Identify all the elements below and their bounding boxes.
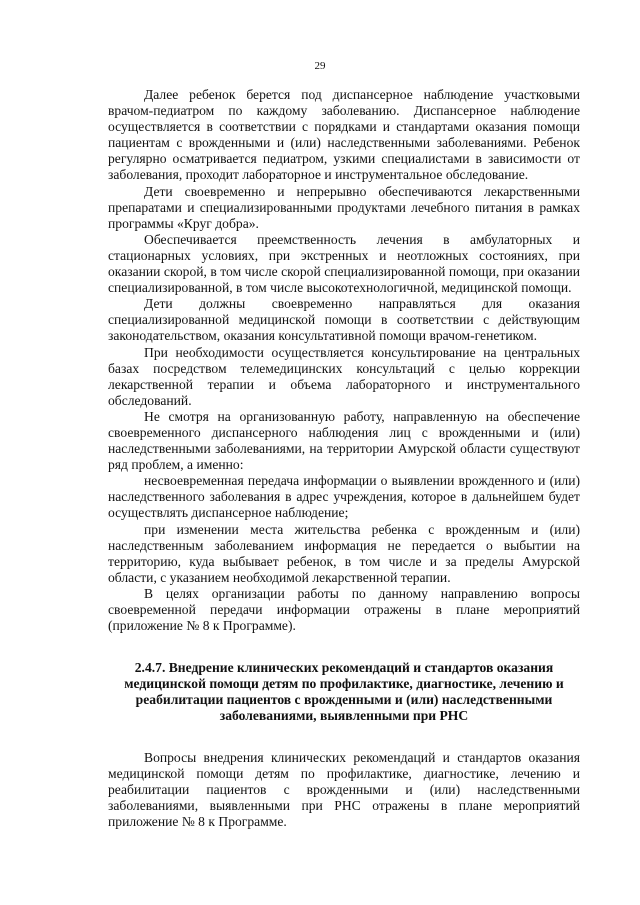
paragraph-telemedicine: При необходимости осуществляется консультирование на центральных базах посредством телемедицинских консультаций с целью коррекции лекарственной терапии и объема лабораторного и инструментального обследований. (108, 344, 580, 408)
paragraph-problem-2: при изменении места жительства ребенка с врожденным и (или) наследственным заболеванием информация не передается о выбытии на территорию, куда выбывает ребенок, в том числе и за пределы Амурской области, с указанием необходимой лекарственной терапии. (108, 521, 580, 585)
paragraph-medication: Дети своевременно и непрерывно обеспечиваются лекарственными препаратами и специализированными продуктами лечебного питания в рамках программы «Круг добра». (108, 183, 580, 231)
document-body (108, 87, 580, 830)
section-heading: 2.4.7. Внедрение клинических рекомендаций и стандартов оказания медицинской помощи детям по профилактике, диагностике, лечению и реабилитации пациентов с врожденными и (или) наследственными заболеваниями, выявленными при РНС (124, 660, 564, 724)
page-number: 29 (314, 60, 326, 72)
paragraph-plan: В целях организации работы по данному направлению вопросы своевременной передачи информации отражены в плане мероприятий (приложение № 8 к Программе). (108, 585, 580, 634)
paragraph-problem-1: несвоевременная передача информации о выявлении врожденного и (или) наследственного заболевания в адрес учреждения, которое в дальнейшем будет осуществлять диспансерное наблюдение; (108, 473, 580, 521)
paragraph-implementation: Вопросы внедрения клинических рекомендаций и стандартов оказания медицинской помощи детям по профилактике, диагностике, лечению и реабилитации пациентов с врожденными и (или) наследственными заболеваниями, выявленными при РНС отражены в плане мероприятий приложение № 8 к Программе. (108, 749, 580, 829)
paragraph-followup: Далее ребенок берется под диспансерное наблюдение участковыми врачом-педиатром по каждому заболеванию. Диспансерное наблюдение осуществляется в соответствии с порядками и стандартами оказания помощи пациентам с врожденными и (или) наследственными заболеваниями. Ребенок регулярно осматривается педиатром, узкими специалистами в зависимости от заболевания, проходит лабораторное и инструментальное обследование. (108, 87, 580, 183)
paragraph-continuity: Обеспечивается преемственность лечения в амбулаторных и стационарных условиях, при экстренных и неотложных состояниях, при оказании скорой, в том числе скорой специализированной помощи, при оказании специализированной, в том числе высокотехнологичной, медицинской помощи. (108, 231, 580, 296)
paragraph-referral: Дети должны своевременно направляться для оказания специализированной медицинской помощи в соответствии с действующим законодательством, оказания консультативной помощи врачом-генетиком. (108, 296, 580, 344)
paragraph-problems: Не смотря на организованную работу, направленную на обеспечение своевременного диспансерного наблюдения лиц с врожденными и (или) наследственными заболеваниями, на территории Амурской области существуют ряд проблем, а именно: (108, 408, 580, 473)
